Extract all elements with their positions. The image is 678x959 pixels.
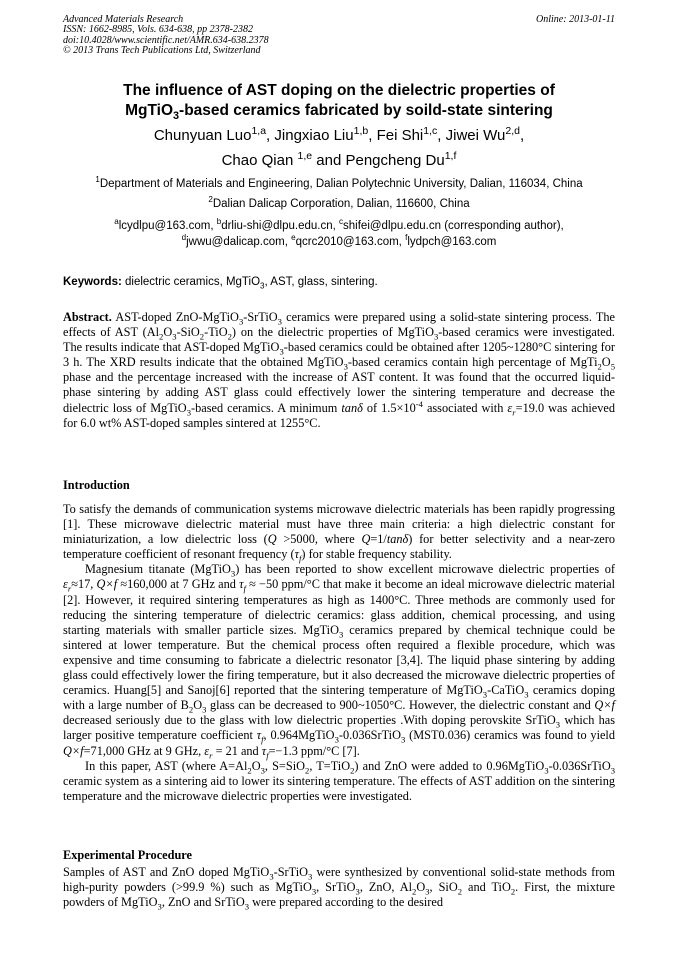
affiliation-2: $^2$Dalian Dalicap Corporation, Dalian, 116600, China (208, 195, 470, 210)
intro-paragraph-3: In this paper, AST (where $A=Al_2O_3$, S=SiO$_2$, T=TiO$_2$) and ZnO were added to 0.96MgTiO$_3$-0.036SrTiO$_3$ ceramic system as a sintering aid to lower its sintering temperature. The effects of AST addition on the sintering temperature and the microwave dielectric properties were investigated. (63, 758, 616, 803)
experimental-body (63, 865, 615, 910)
author-name: Chao Qian (221, 152, 298, 169)
email-link: lydpch@163.com (407, 236, 497, 248)
intro-paragraph-2: Magnesium titanate (MgTiO$_3$) has been reported to show excellent microwave dielectric properties of $\varepsilon_r\approx 17$, Q×f ≈160,000 at 7 GHz and $\tau_f \approx -50$ ppm/°C that make it become an ideal microwave dielectric material [2]. However, it required sintering temperatures as high as 1400°C. Three methods are commonly used for reducing the sintering temperature of dielectric ceramics: glass addition, chemical processing, and using starting materials with smaller particle sizes. MgTiO$_3$ ceramics prepared by chemical technique could be sintered at lower temperature. But the chemical process often required a flexible procedure, which was expensive and time consuming to fabricate a dielectric resonator [3,4]. The liquid phase sintering by adding glass could effectively lower the firing temperature, but it also decreased the microwave dielectric properties of ceramics. Huang[5] and Sanoj[6] reported that the sintering temperature of MgTiO$_3$-CaTiO$_3$ ceramics doping with a large number of $B_2O_3$ glass can be decreased to 900~1050°C. However, the dielectric constant and Q×f decreased seriously due to the glass with low dielectric properties .With doping perovskite SrTiO$_3$ which has larger positive temperature coefficient $\tau_f$, 0.964MgTiO$_3$-0.036SrTiO$_3$ (MST0.036) ceramics was found to yield Q×f=71,000 GHz at 9 GHz, $\varepsilon_r = 21$ and $\tau_f=-1.3$ ppm/°C [7]. (63, 562, 616, 760)
paper-title (40, 81, 638, 121)
author-name: Pengcheng Du (345, 152, 445, 169)
online-date: Online: 2013-01-11 (536, 14, 615, 25)
intro-paragraph-1: To satisfy the demands of communication systems microwave dielectric materials has been rapidly progressing [1]. These microwave dielectric material must have three main criteria: a high dielectric constant for miniaturization, a low dielectric loss (Q >5000, where Q=1/tanδ) for better selectivity and a near-zero temperature coefficient of resonant frequency $(\tau_f)$ for stable frequency stability. (63, 502, 615, 564)
journal-copyright: © 2013 Trans Tech Publications Ltd, Switzerland (63, 44, 261, 56)
emails-line-2: $^d$jwwu@dalicap.com, $^e$qcrc2010@163.com, $^f$lydpch@163.com (181, 233, 497, 248)
author-name: Jiwei Wu (445, 127, 506, 144)
author-name: Jingxiao Liu (274, 127, 354, 144)
author-name: Fei Shi (376, 127, 424, 144)
email-link: jwwu@dalicap.com, (186, 236, 292, 248)
email-link: shifei@dlpu.edu.cn (corresponding author), (343, 220, 564, 232)
journal-issn: ISSN: 1662-8985, Vols. 634-638, pp 2378-2382 (63, 24, 253, 36)
section-heading-introduction: Introduction (63, 478, 130, 492)
email-link: lcydlpu@163.com, (118, 220, 217, 232)
affiliation-1: $^1$Department of Materials and Engineering, Dalian Polytechnic University, Dalian, 116034, China (95, 175, 583, 190)
title-line-1: The influence of AST doping on the dielectric properties of (123, 82, 555, 99)
journal-header (63, 15, 615, 56)
keywords: Keywords: dielectric ceramics, MgTiO$_3$, AST, glass, sintering. (63, 276, 378, 291)
experimental-paragraph-1: Samples of AST and ZnO doped MgTiO$_3$-SrTiO$_3$ were synthesized by conventional solid-state methods from high-purity powders (>99.9 %) such as MgTiO$_3$, SrTiO$_3$, ZnO, $Al_2O_3$, SiO$_2$ and TiO$_2$. First, the mixture powders of MgTiO$_3$, ZnO and SrTiO$_3$ were prepared according to the desired (63, 865, 615, 912)
email-link: qcrc2010@163.com, (295, 236, 406, 248)
title-line-2: MgTiO$_3$-based ceramics fabricated by soild-state sintering (125, 102, 553, 123)
abstract: Abstract. AST-doped ZnO-MgTiO$_3$-SrTiO$_3$ ceramics were prepared using a solid-state sintering process. The effects of AST $(Al_2O_3-SiO_2-TiO_2)$ on the dielectric properties of MgTiO$_3$-based ceramics were investigated. The results indicate that AST-doped MgTiO$_3$-based ceramics could be obtained after 1205~1280°C sintering for 3 h. The XRD results indicate that the obtained MgTiO$_3$-based ceramics contain high percentage of $MgTi_2O_5$ phase and the percentage increased with the increase of AST content. It was found that the occurred liquid-phase sintering by adding AST glass could effectively lower the sintering temperature and decrease the dielectric loss of MgTiO$_3$-based ceramics. A minimum tanδ of $1.5\times 10^{-4}$ associated with $\varepsilon_r=19.0$ was achieved for 6.0 wt% AST-doped samples sintered at 1255°C. (63, 310, 616, 430)
journal-name: Advanced Materials Research (63, 14, 184, 25)
abstract-label: Abstract. (63, 310, 112, 324)
author-list (40, 123, 638, 173)
section-heading-experimental: Experimental Procedure (63, 848, 192, 862)
journal-doi: doi:10.4028/www.scientific.net/AMR.634-638.2378 (63, 34, 269, 46)
introduction-body (63, 502, 615, 804)
email-link: drliu-shi@dlpu.edu.cn, (221, 220, 339, 232)
emails-line-1: $^a$lcydlpu@163.com, $^b$drliu-shi@dlpu.edu.cn, $^c$shifei@dlpu.edu.cn (corresponding author), (114, 217, 564, 232)
author-name: Chunyuan Luo (153, 127, 252, 144)
email-list (40, 218, 638, 250)
authors-line-2: Chao Qian $^{1,e}$ and Pengcheng Du$^{1,f}$ (221, 150, 457, 169)
authors-line-1: Chunyuan Luo$^{1,a}$, Jingxiao Liu$^{1,b}$, Fei Shi$^{1,c}$, Jiwei Wu$^{2,d}$, (153, 125, 525, 144)
